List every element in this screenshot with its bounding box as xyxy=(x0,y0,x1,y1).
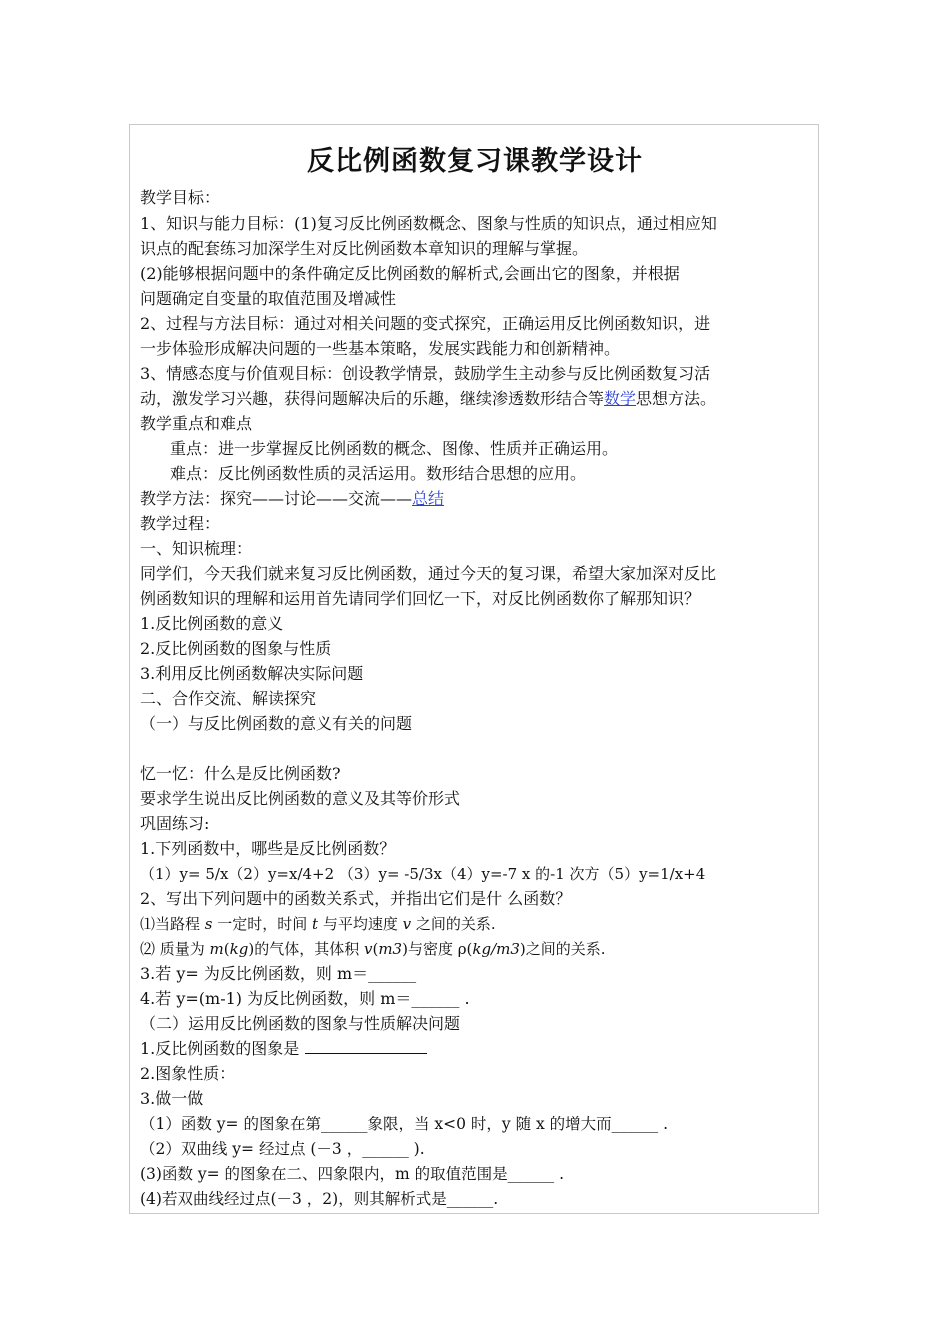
section2-heading: 二、合作交流、解读探究 xyxy=(140,689,317,708)
summary-link[interactable]: 总结 xyxy=(412,489,445,508)
exercise2: （2）双曲线 y= 经过点 (－3 ，______ ). xyxy=(140,1140,425,1158)
keypoint-difficulty: 难点：反比例函数性质的灵活运用。数形结合思想的应用。 xyxy=(170,464,587,483)
question3: 3.若 y= 为反比例函数，则 m＝______ xyxy=(140,964,417,983)
question2-part2: ⑵ 质量为 m(kg)的气体，其体积 v(m3)与密度 ρ(kg/m3)之间的关系. xyxy=(140,940,606,958)
objective-process-line1: 2、过程与方法目标：通过对相关问题的变式探究，正确运用反比例函数知识，进 xyxy=(140,314,711,333)
question1-options: （1）y= 5/x（2）y=x/4+2 （3）y= -5/3x（4）y=-7 x 的-1 次方（5）y=1/x+4 xyxy=(140,865,706,883)
objective-emotion-tail: 思想方法。 xyxy=(636,389,717,408)
practice-heading: 巩固练习: xyxy=(140,814,210,833)
requirement-line: 要求学生说出反比例函数的意义及其等价形式 xyxy=(140,789,461,808)
objective-knowledge-line2: 识点的配套练习加深学生对反比例函数本章知识的理解与掌握。 xyxy=(140,239,589,258)
exercise1: （1）函数 y= 的图象在第______象限，当 x<0 时，y 随 x 的增大而______ . xyxy=(140,1115,669,1133)
objective-knowledge-line1: 1、知识与能力目标：(1)复习反比例函数概念、图象与性质的知识点，通过相应知 xyxy=(140,214,717,233)
graph-question3: 3.做一做 xyxy=(140,1089,204,1108)
question4: 4.若 y=(m-1) 为反比例函数，则 m＝______ . xyxy=(140,989,470,1008)
list-item: 2.反比例函数的图象与性质 xyxy=(140,639,332,658)
math-link[interactable]: 数学 xyxy=(604,389,637,408)
graph-question1: 1.反比例函数的图象是 xyxy=(140,1037,814,1061)
keypoint-focus: 重点：进一步掌握反比例函数的概念、图像、性质并正确运用。 xyxy=(170,439,619,458)
teaching-method xyxy=(140,487,814,511)
list-item: 1.反比例函数的意义 xyxy=(140,614,284,633)
exercise4: (4)若双曲线经过点(－3 ，2)，则其解析式是______. xyxy=(140,1190,499,1208)
recall-line: 忆一忆：什么是反比例函数? xyxy=(140,764,341,783)
document-title: 反比例函数复习课教学设计 xyxy=(307,146,643,177)
objective-knowledge2-line1: (2)能够根据问题中的条件确定反比例函数的解析式,会画出它的图象，并根据 xyxy=(140,264,680,283)
subsection1-heading: （一）与反比例函数的意义有关的问题 xyxy=(140,714,413,733)
subsection2-heading: （二）运用反比例函数的图象与性质解决问题 xyxy=(140,1014,461,1033)
objective-emotion-line2 xyxy=(140,387,814,411)
answer-blank xyxy=(305,1039,427,1054)
exercise3: (3)函数 y= 的图象在二、四象限内，m 的取值范围是______ . xyxy=(140,1165,565,1183)
keypoints-heading: 教学重点和难点 xyxy=(140,414,253,433)
intro-line1: 同学们，今天我们就来复习反比例函数，通过今天的复习课，希望大家加深对反比 xyxy=(140,564,717,583)
objective-emotion-text: 动，激发学习兴趣，获得问题解决后的乐趣，继续渗透数形结合等 xyxy=(140,389,605,408)
teaching-method-text: 教学方法：探究——讨论——交流—— xyxy=(140,489,413,508)
list-item: 3.利用反比例函数解决实际问题 xyxy=(140,664,364,683)
intro-line2: 例函数知识的理解和运用首先请同学们回忆一下，对反比例函数你了解那知识？ xyxy=(140,589,701,608)
objective-knowledge2-line2: 问题确定自变量的取值范围及增减性 xyxy=(140,289,397,308)
graph-question2: 2.图象性质： xyxy=(140,1064,236,1083)
objective-process-line2: 一步体验形成解决问题的一些基本策略，发展实践能力和创新精神。 xyxy=(140,339,621,358)
question2-part1: ⑴当路程 s 一定时，时间 t 与平均速度 v 之间的关系. xyxy=(140,915,496,933)
process-heading: 教学过程： xyxy=(140,514,221,533)
objectives-heading: 教学目标： xyxy=(140,188,221,207)
section1-heading: 一、知识梳理： xyxy=(140,539,253,558)
objective-emotion-line1: 3、情感态度与价值观目标：创设教学情景，鼓励学生主动参与反比例函数复习活 xyxy=(140,364,711,383)
question1: 1.下列函数中，哪些是反比例函数？ xyxy=(140,839,396,858)
question2: 2、写出下列问题中的函数关系式，并指出它们是什 么函数？ xyxy=(140,889,572,908)
